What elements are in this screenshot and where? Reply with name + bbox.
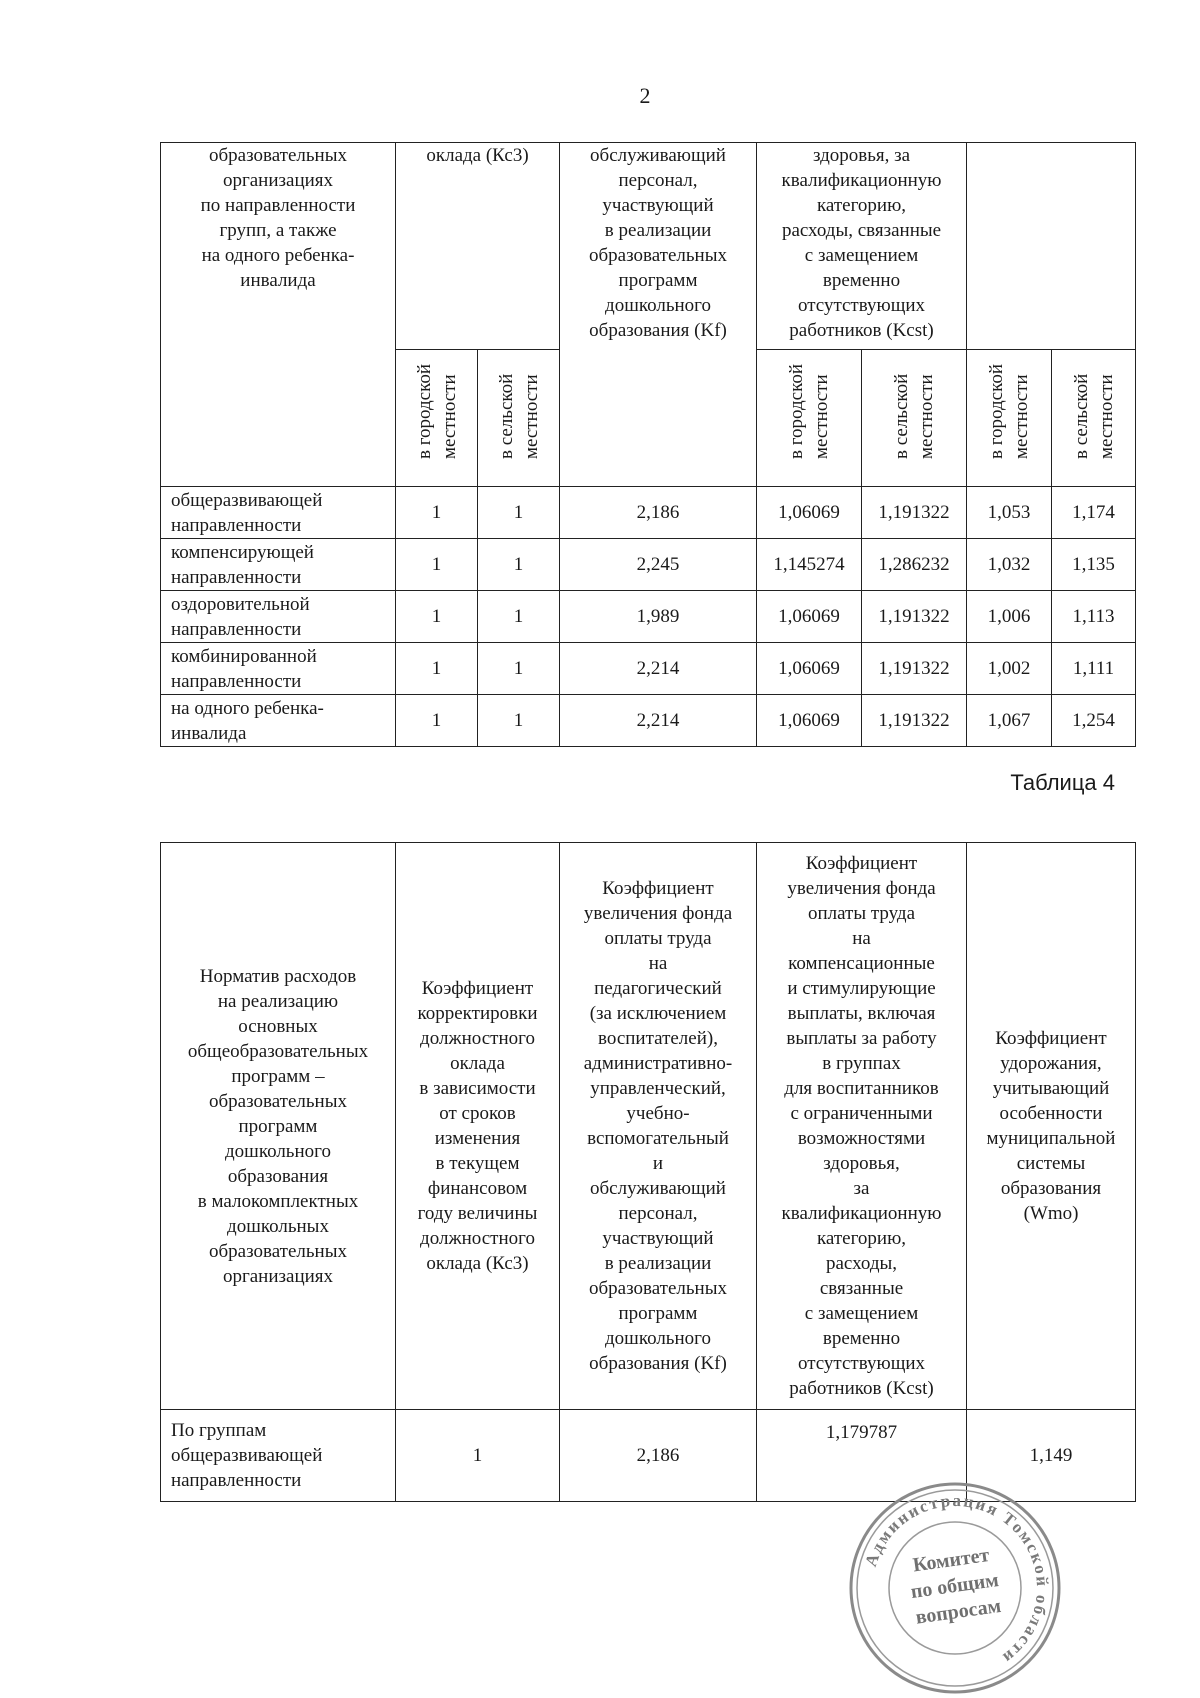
cell-kcst-urban: 1,06069 [757,695,862,747]
t4-h1-line: общеобразовательных [187,1040,369,1062]
table-row [161,643,1136,695]
official-stamp [845,1478,1065,1698]
t4-h1-line: в малокомплектных [197,1190,359,1212]
cell-w-rural: 1,111 [1052,643,1136,695]
stamp-center-line: по общим [909,1568,1001,1604]
row-label-line: общеразвивающей [171,489,323,511]
t4-h4-line: категорию, [816,1228,907,1249]
stamp-ring-text: Администрация Томской области [861,1490,1053,1669]
t4-h3-line: образовательных [589,1278,727,1299]
cell-kc3-urban: 1 [396,695,478,747]
table-3-continuation [160,142,1136,747]
t3-sub-label: в городской местности [786,363,833,459]
t4-h4-line: временно [822,1328,901,1349]
cell-wmo: 1,149 [967,1410,1136,1502]
t4-h4-line: и стимулирующие [787,978,936,999]
t4-h3-line: увеличения фонда [583,903,733,924]
t3-h3-line: обслуживающий [590,145,726,166]
stamp-center-line: Комитет [911,1544,991,1577]
t3-h4-line: отсутствующих [797,295,926,316]
table-row [161,539,1136,591]
t3-h3-line: дошкольного [605,295,711,316]
t4-h1-line: образовательных [209,1240,347,1262]
cell-kf: 2,186 [560,487,757,539]
t4-h1-line: дошкольных [227,1215,329,1237]
t3-h4-line: временно [822,270,901,291]
t3-h4-line: расходы, связанные [781,220,942,241]
t3-sub-label: в городской местности [413,363,460,459]
t3-h1-line: образовательных [209,145,347,166]
t3-sub-label: в сельской местности [495,373,542,459]
t3-h3-line: образования (Kf) [589,320,727,341]
t4-h4-line: компенсационные [788,953,935,974]
cell-w-rural: 1,113 [1052,591,1136,643]
t4-h4-line: с замещением [804,1303,919,1324]
t4-h1-line: образовательных [209,1090,347,1112]
t3-h1-line: групп, а также [219,220,337,241]
cell-kcst-rural: 1,191322 [862,487,967,539]
t4-h5-line: (Wmo) [1023,1203,1079,1224]
t4-h1-line: образования [227,1165,329,1187]
cell-kc3-urban: 1 [396,539,478,591]
cell-kf: 2,186 [560,1410,757,1502]
t4-h3-line: педагогический [594,978,722,999]
cell-w-rural: 1,135 [1052,539,1136,591]
cell-kc3-rural: 1 [478,487,560,539]
cell-kcst-rural: 1,286232 [862,539,967,591]
t4-header-kf [560,843,757,1410]
t4-h2-line: в зависимости [419,1078,536,1099]
row-label-line: По группам [171,1420,267,1441]
cell-w-urban: 1,067 [967,695,1052,747]
row-label-line: направленности [171,514,302,536]
t3-header-norm [161,143,396,487]
t4-h3-line: учебно- [626,1103,690,1124]
t4-h2-line: году величины [417,1203,538,1224]
t4-h2-line: корректировки [417,1003,538,1024]
t4-h4-line: расходы, [825,1253,898,1274]
t4-h2-line: оклада (Кс3) [426,1253,529,1274]
row-label-line: оздоровительной [171,593,310,615]
t4-h5-line: системы [1016,1153,1086,1174]
row-label [161,643,396,695]
t3-h2-line: оклада (Кс3) [426,145,529,166]
table-4-caption: Таблица 4 [1010,770,1115,795]
t4-h2-line: Коэффициент [421,978,534,999]
t4-h4-line: связанные [819,1278,904,1299]
cell-kc3-urban: 1 [396,591,478,643]
row-label-line: направленности [171,1470,302,1491]
t3-sub-label: в сельской местности [891,373,938,459]
t4-h5-line: удорожания, [1000,1053,1102,1074]
row-label-line: компенсирующей [171,541,314,563]
t3-h4-line: работников (Kcst) [789,320,934,341]
t4-header-kcst [757,843,967,1410]
t4-h4-line: увеличения фонда [787,878,936,899]
cell-kcst-rural: 1,191322 [862,643,967,695]
t4-h3-line: оплаты труда [604,928,712,949]
row-label [161,539,396,591]
t3-sub-wmo-urban [967,350,1052,487]
t4-h4-line: работников (Kcst) [789,1378,934,1399]
t4-h4-line: за [853,1178,870,1199]
t4-h3-line: обслуживающий [590,1178,726,1199]
t4-h3-line: воспитателей), [598,1028,718,1049]
cell-w-rural: 1,254 [1052,695,1136,747]
t3-h4-line: категорию, [816,195,907,216]
stamp-center-line: вопросам [914,1594,1003,1629]
t4-h3-line: административно- [583,1053,733,1074]
t3-h1-line: по направленности [200,195,356,216]
t4-h1-line: программ [238,1115,318,1137]
t3-header-wmo [967,143,1136,350]
row-label-line: направленности [171,670,302,692]
cell-kf: 2,245 [560,539,757,591]
t3-sub-label: в городской местности [986,363,1033,459]
cell-kcst-urban: 1,06069 [757,487,862,539]
t4-h2-line: оклада [450,1053,505,1074]
t4-header-kc3 [396,843,560,1410]
t3-header-kf [560,143,757,487]
t4-h4-line: на [852,928,871,949]
t3-sub-label: в сельской местности [1070,373,1117,459]
t4-h3-line: персонал, [618,1203,698,1224]
t4-h1-line: дошкольного [225,1140,331,1162]
row-label [161,1410,396,1502]
t4-h4-line: для воспитанников [784,1078,939,1099]
cell-w-urban: 1,006 [967,591,1052,643]
cell-kcst: 1,179787 [757,1410,967,1502]
cell-kc3-rural: 1 [478,695,560,747]
table-4 [160,842,1136,1502]
t3-sub-kcst-urban [757,350,862,487]
cell-kcst-urban: 1,06069 [757,643,862,695]
cell-w-rural: 1,174 [1052,487,1136,539]
t4-h3-line: вспомогательный [587,1128,729,1149]
t4-h3-line: дошкольного [605,1328,711,1349]
cell-kcst-rural: 1,191322 [862,695,967,747]
cell-kc3-rural: 1 [478,591,560,643]
t4-h5-line: учитывающий [992,1078,1110,1099]
t3-h3-line: в реализации [604,220,712,241]
cell-kf: 2,214 [560,695,757,747]
row-label-line: инвалида [171,722,247,744]
t4-h2-line: от сроков [439,1103,516,1124]
cell-kc3-urban: 1 [396,487,478,539]
t4-h3-line: (за исключением [589,1003,727,1024]
t4-h4-line: возможностями [797,1128,926,1149]
cell-kcst-urban: 1,06069 [757,591,862,643]
cell-kcst-rural: 1,191322 [862,591,967,643]
t4-h4-line: Коэффициент [805,853,918,874]
t3-h3-line: программ [618,270,698,291]
t4-h3-line: управленческий, [590,1078,726,1099]
table-row [161,591,1136,643]
t4-header-wmo [967,843,1136,1410]
t3-sub-wmo-rural [1052,350,1136,487]
cell-kc3-rural: 1 [478,539,560,591]
t4-h2-line: в текущем [435,1153,520,1174]
cell-kc3-urban: 1 [396,643,478,695]
table-row [161,487,1136,539]
t4-h3-line: в реализации [604,1253,712,1274]
cell-kcst-urban: 1,145274 [757,539,862,591]
cell-kc3: 1 [396,1410,560,1502]
t3-h4-line: здоровья, за [812,145,911,166]
t4-h4-line: здоровья, [823,1153,900,1174]
t4-h2-line: изменения [434,1128,521,1149]
table-row [161,695,1136,747]
row-label [161,695,396,747]
row-label-line: направленности [171,566,302,588]
t3-h4-line: с замещением [804,245,919,266]
row-label-line: на одного ребенка- [171,697,324,719]
page-number: 2 [639,83,651,108]
cell-w-urban: 1,002 [967,643,1052,695]
t4-h4-line: в группах [822,1053,901,1074]
t4-h5-line: Коэффициент [995,1028,1107,1049]
t3-h1-line: организациях [222,170,334,191]
cell-w-urban: 1,032 [967,539,1052,591]
t4-header-norm [161,843,396,1410]
t4-h4-line: квалификационную [781,1203,942,1224]
t4-h4-line: выплаты, включая [787,1003,936,1024]
t4-h2-line: финансовом [427,1178,528,1199]
t4-h4-line: выплаты за работу [786,1028,937,1049]
t4-h1-line: программ – [231,1065,325,1087]
t4-h1-line: организациях [222,1265,334,1287]
t4-h3-line: и [652,1153,664,1174]
t4-h3-line: программ [618,1303,698,1324]
t4-h3-line: Коэффициент [602,878,714,899]
t3-sub-kcst-rural [862,350,967,487]
t4-h4-line: отсутствующих [797,1353,926,1374]
t4-h2-line: должностного [420,1028,535,1049]
cell-w-urban: 1,053 [967,487,1052,539]
row-label [161,487,396,539]
t3-h1-line: инвалида [240,270,316,291]
t3-header-kcst [757,143,967,350]
cell-kf: 1,989 [560,591,757,643]
t3-h1-line: на одного ребенка- [201,245,355,266]
t4-h5-line: муниципальной [986,1128,1116,1149]
row-label [161,591,396,643]
row-label-line: комбинированной [171,645,317,667]
t4-h1-line: основных [238,1015,318,1037]
row-label-line: общеразвивающей [171,1445,323,1466]
t4-h4-line: оплаты труда [807,903,916,924]
t4-h5-line: образования [1000,1178,1102,1199]
t4-h2-line: должностного [420,1228,535,1249]
cell-kf: 2,214 [560,643,757,695]
t3-h4-line: квалификационную [781,170,942,191]
t4-h3-line: участвующий [602,1228,714,1249]
row-label-line: направленности [171,618,302,640]
t4-h4-line: с ограниченными [790,1103,933,1124]
t4-h5-line: особенности [999,1103,1103,1124]
t3-h3-line: персонал, [618,170,698,191]
t4-h3-line: на [648,953,668,974]
t3-h3-line: участвующий [602,195,714,216]
t3-header-kc3 [396,143,560,350]
t4-h1-line: на реализацию [217,990,339,1012]
t4-h1-line: Норматив расходов [199,965,357,987]
t4-h3-line: образования (Kf) [589,1353,727,1374]
t3-h3-line: образовательных [589,245,727,266]
t3-sub-kc3-rural [478,350,560,487]
cell-kc3-rural: 1 [478,643,560,695]
t3-sub-kc3-urban [396,350,478,487]
